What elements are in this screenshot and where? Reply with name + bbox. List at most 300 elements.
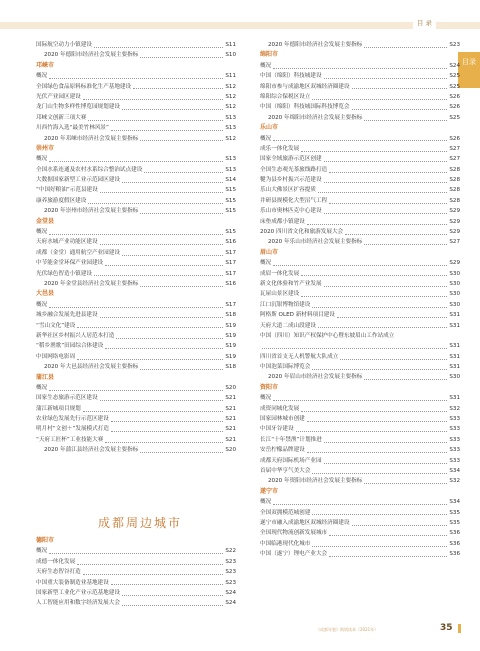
toc-entry-title: 国家生态旅游示范区建设 <box>36 395 98 402</box>
toc-entry[interactable] <box>260 341 460 351</box>
toc-entry[interactable] <box>36 445 236 455</box>
toc-page-number: S13 <box>225 156 236 163</box>
toc-leader-dots <box>262 348 447 349</box>
toc-entry[interactable] <box>260 331 460 341</box>
toc-entry-title: 瓦屋山景区建设 <box>260 291 300 298</box>
toc-page-number: S10 <box>225 52 236 59</box>
toc-page-number: S23 <box>449 41 460 48</box>
toc-entry-title: 安岳柠檬品牌建设 <box>260 447 305 454</box>
toc-page-number: S21 <box>225 436 236 443</box>
toc-leader-dots <box>318 327 447 328</box>
toc-leader-dots <box>364 47 447 48</box>
toc-entry[interactable] <box>260 300 460 310</box>
toc-section-heading: 金堂县 <box>36 217 55 225</box>
toc-entry-title: 2020 年眉山市经济社会发展主要指标 <box>268 374 363 381</box>
toc-entry-title: 概况 <box>36 73 48 80</box>
toc-entry[interactable] <box>36 598 236 608</box>
toc-entry-title: 新华社区乡村振兴人居范本打造 <box>36 332 115 339</box>
toc-entry-title: 全国生态观光茶旅线路打造 <box>260 166 328 173</box>
toc-entry-title: 绵阳综合保税区设立 <box>260 93 311 100</box>
toc-entry[interactable] <box>36 383 236 393</box>
toc-entry[interactable] <box>36 50 236 60</box>
toc-leader-dots <box>83 411 224 412</box>
toc-page-number: S30 <box>449 291 460 298</box>
toc-page-number: S34 <box>449 468 460 474</box>
toc-entry[interactable] <box>36 175 236 185</box>
toc-entry[interactable] <box>260 113 460 123</box>
toc-entry[interactable] <box>260 435 460 445</box>
toc-entry[interactable] <box>36 393 236 403</box>
toc-leader-dots <box>49 553 223 554</box>
toc-entry[interactable] <box>36 557 236 567</box>
toc-entry-title: 中国网络电影周 <box>36 353 76 360</box>
toc-entry-title: 人工智能应用和数字经济发展大会 <box>36 600 120 607</box>
toc-leader-dots <box>273 140 447 141</box>
toc-entry[interactable] <box>260 92 460 102</box>
toc-leader-dots <box>312 514 447 515</box>
toc-entry[interactable] <box>260 185 460 195</box>
toc-entry[interactable] <box>36 206 236 216</box>
toc-entry[interactable] <box>36 154 236 164</box>
toc-page-number: S17 <box>225 260 236 267</box>
toc-page-number: S21 <box>225 426 236 433</box>
toc-entry-title: 2020 年乐山市经济社会发展主要指标 <box>268 239 363 246</box>
toc-entry[interactable] <box>36 134 236 144</box>
toc-section-heading: 邛崃市 <box>36 61 55 69</box>
toc-entry[interactable] <box>260 206 460 216</box>
toc-entry[interactable] <box>36 258 236 268</box>
header-band <box>0 22 480 29</box>
toc-entry[interactable] <box>260 165 460 175</box>
toc-entry-title: 概况 <box>260 62 272 69</box>
toc-entry-title: 乐山市奥林匹克中心建设 <box>260 208 322 215</box>
toc-entry[interactable] <box>260 269 460 279</box>
toc-page-number: S18 <box>225 312 236 319</box>
toc-entry[interactable] <box>36 546 236 556</box>
toc-leader-dots <box>324 78 448 79</box>
toc-leader-dots <box>100 192 224 193</box>
toc-entry[interactable] <box>260 539 460 549</box>
toc-page-number: S36 <box>449 530 460 537</box>
toc-entry-title: 川西竹海入选“最美竹林风景” <box>36 125 109 132</box>
toc-leader-dots <box>122 595 223 596</box>
toc-entry[interactable] <box>260 237 460 247</box>
toc-entry-title: 蒲江新城项目规划 <box>36 405 81 412</box>
toc-entry[interactable] <box>260 414 460 424</box>
toc-entry-title: 全国水系连通及农村水系综合整治试点建设 <box>36 166 143 173</box>
toc-page-number: S33 <box>449 436 460 443</box>
toc-entry-title: 天府大道二成山段建设 <box>260 322 316 329</box>
toc-entry[interactable] <box>260 321 460 331</box>
toc-leader-dots <box>364 483 447 484</box>
toc-entry[interactable] <box>36 300 236 310</box>
toc-leader-dots <box>144 172 223 173</box>
page-marker <box>458 624 461 633</box>
toc-entry[interactable] <box>36 196 236 206</box>
toc-entry-title: 龙门山生物多样性博览园规划建设 <box>36 104 120 111</box>
toc-page-number: S12 <box>225 104 236 111</box>
toc-entry[interactable] <box>36 352 236 362</box>
toc-page-number: S19 <box>225 353 236 360</box>
toc-entry-title: 中国牙谷建设 <box>260 426 294 433</box>
toc-entry-title: 概况 <box>36 156 48 163</box>
toc-entry[interactable] <box>260 175 460 185</box>
toc-entry[interactable] <box>36 165 236 175</box>
toc-page-number: S21 <box>225 405 236 412</box>
toc-entry-title: “中国好粮油”示范县建设 <box>36 187 98 194</box>
toc-entry-title: 天府生态智谷打造 <box>36 569 81 576</box>
toc-entry[interactable] <box>36 362 236 372</box>
toc-leader-dots <box>140 140 223 141</box>
toc-page-number: S15 <box>225 208 236 215</box>
toc-entry[interactable] <box>36 113 236 123</box>
toc-entry[interactable] <box>260 40 460 50</box>
toc-leader-dots <box>324 442 448 443</box>
toc-page-number: S31 <box>449 322 460 329</box>
toc-entry-title: 全国现代物流创新发展城市 <box>260 530 328 537</box>
toc-entry[interactable] <box>260 456 460 466</box>
toc-page-number: S16 <box>225 280 236 287</box>
toc-entry-title: “稻乡渔歌”田园综合体建设 <box>36 343 104 350</box>
toc-entry-title: 大数据国家新型工业示范园区建设 <box>36 177 120 184</box>
toc-leader-dots <box>364 379 447 380</box>
toc-page-number: S27 <box>449 156 460 163</box>
toc-entry[interactable] <box>36 435 236 445</box>
toc-leader-dots <box>312 99 447 100</box>
toc-leader-dots <box>122 605 223 606</box>
toc-page-number: S26 <box>449 93 460 100</box>
toc-entry[interactable] <box>36 227 236 237</box>
toc-leader-dots <box>140 57 223 58</box>
toc-section-heading: 大邑县 <box>36 290 55 298</box>
toc-entry-title: 概况 <box>260 499 272 506</box>
toc-entry[interactable] <box>36 567 236 577</box>
toc-entry-title: 中国临港现代化城市 <box>260 540 311 547</box>
toc-entry[interactable] <box>36 414 236 424</box>
toc-page-number: S12 <box>225 93 236 100</box>
toc-page-number: S27 <box>449 145 460 152</box>
toc-entry[interactable] <box>260 466 460 476</box>
part-title: 成都周边城市 <box>98 516 183 530</box>
toc-leader-dots <box>100 244 224 245</box>
toc-leader-dots <box>122 255 223 256</box>
toc-entry[interactable] <box>36 92 236 102</box>
toc-leader-dots <box>352 525 448 526</box>
toc-leader-dots <box>140 213 223 214</box>
toc-right-column <box>260 40 460 560</box>
toc-entry[interactable] <box>36 341 236 351</box>
toc-page-number: S30 <box>449 301 460 308</box>
toc-entry-title: 2020 四川省文化和旅游发展大会 <box>260 229 344 236</box>
toc-entry[interactable] <box>260 144 460 154</box>
toc-entry[interactable] <box>260 404 460 414</box>
toc-page-number: S19 <box>225 343 236 350</box>
toc-page-number: S33 <box>449 447 460 454</box>
footer-text: 《成都年鉴》简明读本（2021年） <box>316 627 379 632</box>
toc-entry-title: 天府水城产业功能区建设 <box>36 239 98 246</box>
toc-page-number: S31 <box>449 353 460 360</box>
toc-entry-title: 2020 年邛崃市经济社会发展主要指标 <box>44 135 139 142</box>
toc-page-number: S29 <box>449 229 460 236</box>
toc-page-number: S31 <box>449 343 460 350</box>
toc-entry[interactable] <box>36 424 236 434</box>
toc-page-number: S25 <box>449 73 460 80</box>
toc-entry-title: 新文化体验和竹产业发展 <box>260 280 322 287</box>
toc-page-number: S19 <box>225 332 236 339</box>
toc-leader-dots <box>83 99 224 100</box>
toc-page-number: S28 <box>449 177 460 184</box>
toc-entry[interactable] <box>260 393 460 403</box>
toc-page-number: S23 <box>225 558 236 565</box>
toc-section-heading: 崇州市 <box>36 144 55 152</box>
toc-entry-title: 全国绿色食品原料标准化生产基地建设 <box>36 83 132 90</box>
toc-entry[interactable] <box>36 404 236 414</box>
toc-page-number: S24 <box>225 589 236 596</box>
toc-entry[interactable] <box>36 185 236 195</box>
toc-entry[interactable] <box>260 508 460 518</box>
toc-entry[interactable] <box>260 289 460 299</box>
toc-entry[interactable] <box>36 310 236 320</box>
toc-page-number: S18 <box>225 364 236 371</box>
toc-entry[interactable] <box>36 248 236 258</box>
toc-entry-title: 2020 年崇州市经济社会发展主要指标 <box>44 208 139 215</box>
toc-entry[interactable] <box>36 331 236 341</box>
toc-leader-dots <box>133 88 223 89</box>
toc-section-heading: 资阳市 <box>260 383 279 391</box>
toc-leader-dots <box>77 327 223 328</box>
toc-entry[interactable] <box>260 82 460 92</box>
toc-entry[interactable] <box>36 82 236 92</box>
toc-page-number: S27 <box>449 239 460 246</box>
toc-entry-title: 2020 年德阳市经济社会发展主要指标 <box>268 41 363 48</box>
toc-entry-title: 中国（绵阳）科技城建设 <box>260 73 322 80</box>
toc-leader-dots <box>312 546 447 547</box>
toc-entry[interactable] <box>260 196 460 206</box>
toc-entry-title: 2020 年绵阳市经济社会发展主要指标 <box>268 114 363 121</box>
toc-leader-dots <box>301 296 447 297</box>
toc-entry-title: “天府工匠杯”工业技能大赛 <box>36 436 104 443</box>
toc-leader-dots <box>318 192 447 193</box>
toc-entry[interactable] <box>260 518 460 528</box>
toc-entry[interactable] <box>260 102 460 112</box>
toc-leader-dots <box>312 307 447 308</box>
toc-leader-dots <box>105 348 223 349</box>
toc-entry[interactable] <box>36 123 236 133</box>
toc-leader-dots <box>83 574 224 575</box>
toc-entry-title: 概况 <box>260 135 272 142</box>
toc-entry-title: 中国（遂宁）锂电产业大会 <box>260 551 328 558</box>
toc-page-number: S29 <box>449 260 460 267</box>
toc-page-number: S28 <box>449 187 460 194</box>
toc-page-number: S15 <box>225 197 236 204</box>
toc-entry[interactable] <box>260 279 460 289</box>
toc-entry-title: 阿格斯 OLED 新材料项目建设 <box>260 312 335 319</box>
toc-page-number: S13 <box>225 125 236 132</box>
toc-entry-title: 绵阳市参与成渝地区双城经济圈建设 <box>260 83 350 90</box>
toc-page-number: S14 <box>225 177 236 184</box>
toc-leader-dots <box>301 275 447 276</box>
toc-entry-title: 概况 <box>36 301 48 308</box>
toc-entry[interactable] <box>36 237 236 247</box>
toc-page-number: S30 <box>449 280 460 287</box>
toc-entry-title: 概况 <box>36 548 48 555</box>
toc-leader-dots <box>364 120 447 121</box>
toc-entry[interactable] <box>36 279 236 289</box>
toc-leader-dots <box>273 504 447 505</box>
toc-page-number: S32 <box>449 478 460 485</box>
toc-section-heading: 乐山市 <box>260 124 279 132</box>
toc-entry-title: 中节能金堂环保产业园建设 <box>36 260 104 267</box>
toc-entry[interactable] <box>36 578 236 588</box>
toc-page-number: S17 <box>225 249 236 256</box>
toc-leader-dots <box>140 452 223 453</box>
toc-page-number: S28 <box>449 166 460 173</box>
toc-leader-dots <box>116 338 223 339</box>
toc-page-number: S23 <box>225 569 236 576</box>
toc-page-number: S12 <box>225 83 236 90</box>
toc-page-number: S33 <box>449 426 460 433</box>
toc-page-number: S11 <box>225 73 236 80</box>
toc-entry-title: 成德一体化发展 <box>36 558 76 565</box>
toc-entry[interactable] <box>36 269 236 279</box>
toc-page-number: S36 <box>449 540 460 547</box>
toc-section-heading: 德阳市 <box>36 537 55 544</box>
toc-leader-dots <box>301 151 447 152</box>
toc-page-number: S29 <box>449 218 460 225</box>
toc-leader-dots <box>100 317 224 318</box>
toc-entry-title: 2020 年大邑县经济社会发展主要指标 <box>44 364 139 371</box>
toc-leader-dots <box>77 359 223 360</box>
toc-entry[interactable] <box>36 102 236 112</box>
toc-entry[interactable] <box>260 71 460 81</box>
toc-leader-dots <box>111 431 223 432</box>
toc-page-number: S33 <box>449 457 460 464</box>
toc-entry[interactable] <box>260 497 460 507</box>
toc-page-number: S12 <box>225 135 236 142</box>
toc-leader-dots <box>49 307 223 308</box>
toc-entry-title: 成乐一体化发展 <box>260 145 300 152</box>
toc-entry-title: 中国泡菜国际博览会 <box>260 364 311 371</box>
toc-entry[interactable] <box>260 424 460 434</box>
toc-page-number: S36 <box>449 551 460 558</box>
toc-leader-dots <box>111 421 224 422</box>
toc-page-number: S11 <box>225 41 236 48</box>
toc-page-number: S33 <box>449 416 460 423</box>
toc-leader-dots <box>111 130 223 131</box>
toc-entry[interactable] <box>260 258 460 268</box>
toc-entry-title: 概况 <box>36 229 48 236</box>
toc-leader-dots <box>49 78 223 79</box>
toc-page-number: S26 <box>449 135 460 142</box>
toc-leader-dots <box>273 68 447 69</box>
toc-page-number: S25 <box>449 114 460 121</box>
toc-entry[interactable] <box>260 134 460 144</box>
toc-entry[interactable] <box>36 321 236 331</box>
toc-page-number: S35 <box>449 509 460 516</box>
toc-page-number: S15 <box>225 187 236 194</box>
toc-leader-dots <box>329 556 447 557</box>
toc-leader-dots <box>88 203 223 204</box>
toc-entry-title: 明月村“文创＋”发展模式打造 <box>36 426 109 433</box>
toc-entry[interactable] <box>260 445 460 455</box>
toc-page-number: S24 <box>449 62 460 69</box>
toc-leader-dots <box>352 109 448 110</box>
toc-entry-title: “雪山文化”建设 <box>36 322 76 329</box>
toc-leader-dots <box>312 473 447 474</box>
toc-entry[interactable] <box>260 217 460 227</box>
toc-leader-dots <box>312 369 447 370</box>
toc-entry[interactable] <box>36 40 236 50</box>
toc-page-number: S31 <box>449 395 460 402</box>
toc-page-number: S35 <box>449 519 460 526</box>
toc-page-number: S16 <box>225 239 236 246</box>
toc-entry-title: 成都天府国际机场产业园 <box>260 457 322 464</box>
toc-entry[interactable] <box>36 71 236 81</box>
toc-entry-title: 国家园林城市创建 <box>260 416 305 423</box>
toc-entry-title: 概况 <box>260 260 272 267</box>
toc-page-number: S25 <box>449 83 460 90</box>
toc-page-number: S17 <box>225 270 236 277</box>
toc-leader-dots <box>307 224 448 225</box>
toc-entry[interactable] <box>36 588 236 598</box>
toc-section-heading: 绵阳市 <box>260 51 279 59</box>
side-tab[interactable]: 目录 <box>458 52 480 88</box>
toc-left-bottom <box>36 536 236 609</box>
toc-leader-dots <box>122 182 223 183</box>
toc-page-number: S26 <box>449 104 460 111</box>
toc-page-number: S22 <box>225 548 236 555</box>
toc-leader-dots <box>345 234 447 235</box>
header-title: 目 录 <box>413 17 436 29</box>
toc-entry-title: 首届中华亨气美大会 <box>260 468 311 474</box>
toc-entry[interactable] <box>260 549 460 559</box>
toc-page-number: S19 <box>225 322 236 329</box>
toc-entry[interactable] <box>260 61 460 71</box>
toc-entry[interactable] <box>260 154 460 164</box>
toc-page-number: S23 <box>225 579 236 586</box>
toc-leader-dots <box>273 265 447 266</box>
toc-entry-title: 2020 年金堂县经济社会发展主要指标 <box>44 280 139 287</box>
toc-leader-dots <box>49 161 223 162</box>
toc-entry[interactable] <box>260 373 460 383</box>
toc-leader-dots <box>49 390 223 391</box>
toc-entry[interactable] <box>260 310 460 320</box>
toc-leader-dots <box>307 452 448 453</box>
toc-entry[interactable] <box>260 362 460 372</box>
toc-entry[interactable] <box>260 476 460 486</box>
toc-entry[interactable] <box>260 352 460 362</box>
toc-leader-dots <box>329 535 447 536</box>
toc-entry-title: 成都（金堂）通用航空产业园建设 <box>36 249 120 256</box>
toc-leader-dots <box>77 564 223 565</box>
toc-leader-dots <box>105 265 223 266</box>
toc-entry-title: 概况 <box>36 384 48 391</box>
toc-leader-dots <box>301 411 447 412</box>
toc-entry[interactable] <box>260 528 460 538</box>
toc-leader-dots <box>140 286 223 287</box>
toc-leader-dots <box>324 286 448 287</box>
toc-leader-dots <box>49 234 223 235</box>
toc-entry-title: 国际航空动力小镇建设 <box>36 41 92 48</box>
toc-leader-dots <box>88 120 223 121</box>
toc-leader-dots <box>324 182 448 183</box>
toc-entry[interactable] <box>260 227 460 237</box>
toc-entry-title: 成眉一体化发展 <box>260 270 300 277</box>
toc-entry-title: 中国（四川）知识产权保护中心暨东坡眉山工作站成立 <box>260 332 395 339</box>
toc-page-number: S30 <box>449 374 460 381</box>
toc-entry-title: 光伏绿色智造小镇建设 <box>36 270 92 277</box>
toc-leader-dots <box>100 400 224 401</box>
